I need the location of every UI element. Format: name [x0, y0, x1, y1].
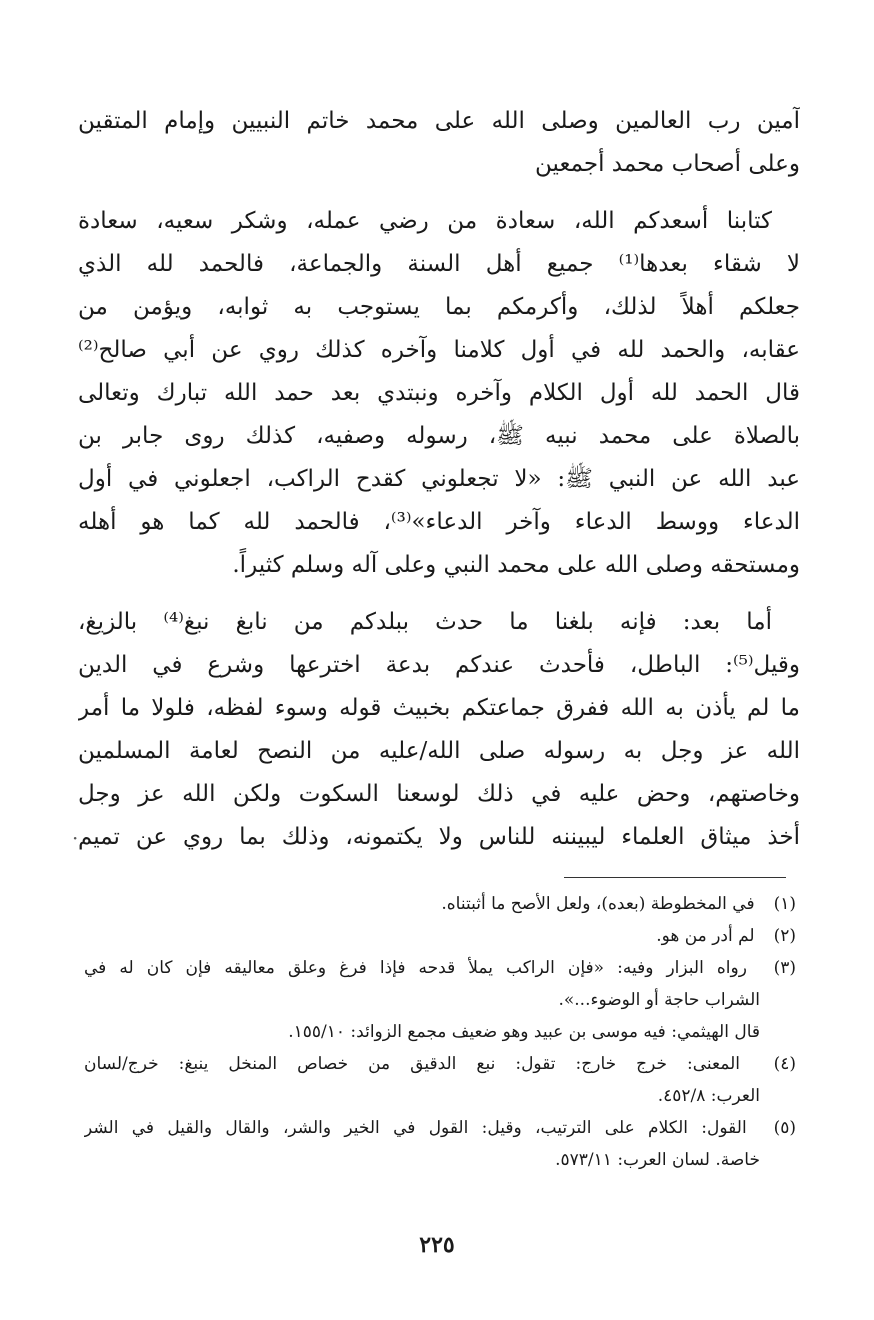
footnote-number: (٣) [773, 958, 796, 978]
text-line: عبد الله عن النبي ﷺ: «لا تجعلوني كقدح الراكب، اجعلوني في أول [78, 466, 800, 492]
text-line: أخذ ميثاق العلماء ليبيننه للناس ولا يكتمونه، وذلك بما روي عن تميم [78, 824, 800, 850]
text-line: بالصلاة على محمد نبيه ﷺ، رسوله وصفيه، كذلك روى جابر بن [78, 423, 800, 449]
footnote-text: في المخطوطة (بعده)، ولعل الأصح ما أثبتناه. [441, 894, 755, 914]
text-line: ما لم يأذن به الله ففرق جماعتكم بخبيث قوله وسوء لفظه، فلولا ما أمر [78, 695, 800, 721]
footnote-line [84, 1144, 796, 1176]
text-line: عقابه، والحمد لله في أول كلامنا وآخره كذلك روي عن أبي صالح⁽²⁾ [78, 337, 800, 363]
paragraph-gap [78, 186, 800, 200]
text-line: ومستحقه وصلى الله على محمد النبي وعلى آله وسلم كثيراً. [232, 552, 800, 578]
text-line: قال الحمد لله أول الكلام وآخره ونبتدي بعد حمد الله تبارك وتعالى [78, 380, 800, 406]
footnote-line [84, 1048, 796, 1080]
footnote-text: العرب: ٤٥٢/٨. [657, 1086, 760, 1106]
footnote-number: (٢) [773, 926, 796, 946]
footnote-text: المعنى: خرج خارج: تقول: نبع الدقيق من خصاص المنخل ينبغ: خرج/لسان [84, 1054, 740, 1074]
footnotes [84, 888, 796, 1176]
footnote-line [84, 952, 796, 984]
text-line: وعلى أصحاب محمد أجمعين [535, 151, 800, 177]
text-line: الدعاء ووسط الدعاء وآخر الدعاء»⁽³⁾، فالحمد لله كما هو أهله [78, 509, 800, 535]
text-line: آمين رب العالمين وصلى الله على محمد خاتم النبيين وإمام المتقين [78, 108, 800, 134]
footnote-text: خاصة. لسان العرب: ٥٧٣/١١. [555, 1150, 760, 1170]
footnote-line [84, 1016, 796, 1048]
footnote-text: رواه البزار وفيه: «فإن الراكب يملأ قدحه فإذا فرغ وعلق معاليقه فإن كان له في [84, 958, 747, 978]
page-number: ٢٢٥ [419, 1232, 455, 1258]
text-line: الله عز وجل به رسوله صلى الله/عليه من النصح لعامة المسلمين [78, 738, 800, 764]
paragraph-gap [78, 587, 800, 601]
footnote-text: قال الهيثمي: فيه موسى بن عبيد وهو ضعيف مجمع الزوائد: ١٥٥/١٠. [288, 1022, 760, 1042]
text-line: جعلكم أهلاً لذلك، وأكرمكم بما يستوجب به ثوابه، ويؤمن من [78, 294, 800, 320]
margin-dot: · [72, 826, 79, 850]
footnote-separator [564, 877, 786, 878]
text-line: لا شقاء بعدها⁽¹⁾ جميع أهل السنة والجماعة، فالحمد لله الذي [78, 251, 800, 277]
text-line: وقيل⁽⁵⁾: الباطل، فأحدث عندكم بدعة اخترعها وشرع في الدين [78, 652, 800, 678]
text-line: أما بعد: فإنه بلغنا ما حدث ببلدكم من نابغ نبغ⁽⁴⁾ بالزيغ، [78, 609, 772, 635]
footnote-number: (٥) [773, 1118, 796, 1138]
footnote-line [84, 888, 796, 920]
footnote-number: (١) [773, 894, 796, 914]
footnote-text: لم أدر من هو. [656, 926, 755, 946]
footnote-line [84, 984, 796, 1016]
text-line: وخاصتهم، وحض عليه في ذلك لوسعنا السكوت ولكن الله عز وجل [78, 781, 800, 807]
footnote-line [84, 1080, 796, 1112]
footnote-text: القول: الكلام على الترتيب، وقيل: القول في الخير والشر، والقال والقيل في الشر [84, 1118, 747, 1138]
footnote-line [84, 1112, 796, 1144]
main-text [78, 100, 800, 859]
footnote-number: (٤) [773, 1054, 796, 1074]
footnote-text: الشراب حاجة أو الوضوء...». [558, 990, 760, 1010]
text-line: كتابنا أسعدكم الله، سعادة من رضي عمله، وشكر سعيه، سعادة [78, 208, 772, 234]
footnote-line [84, 920, 796, 952]
